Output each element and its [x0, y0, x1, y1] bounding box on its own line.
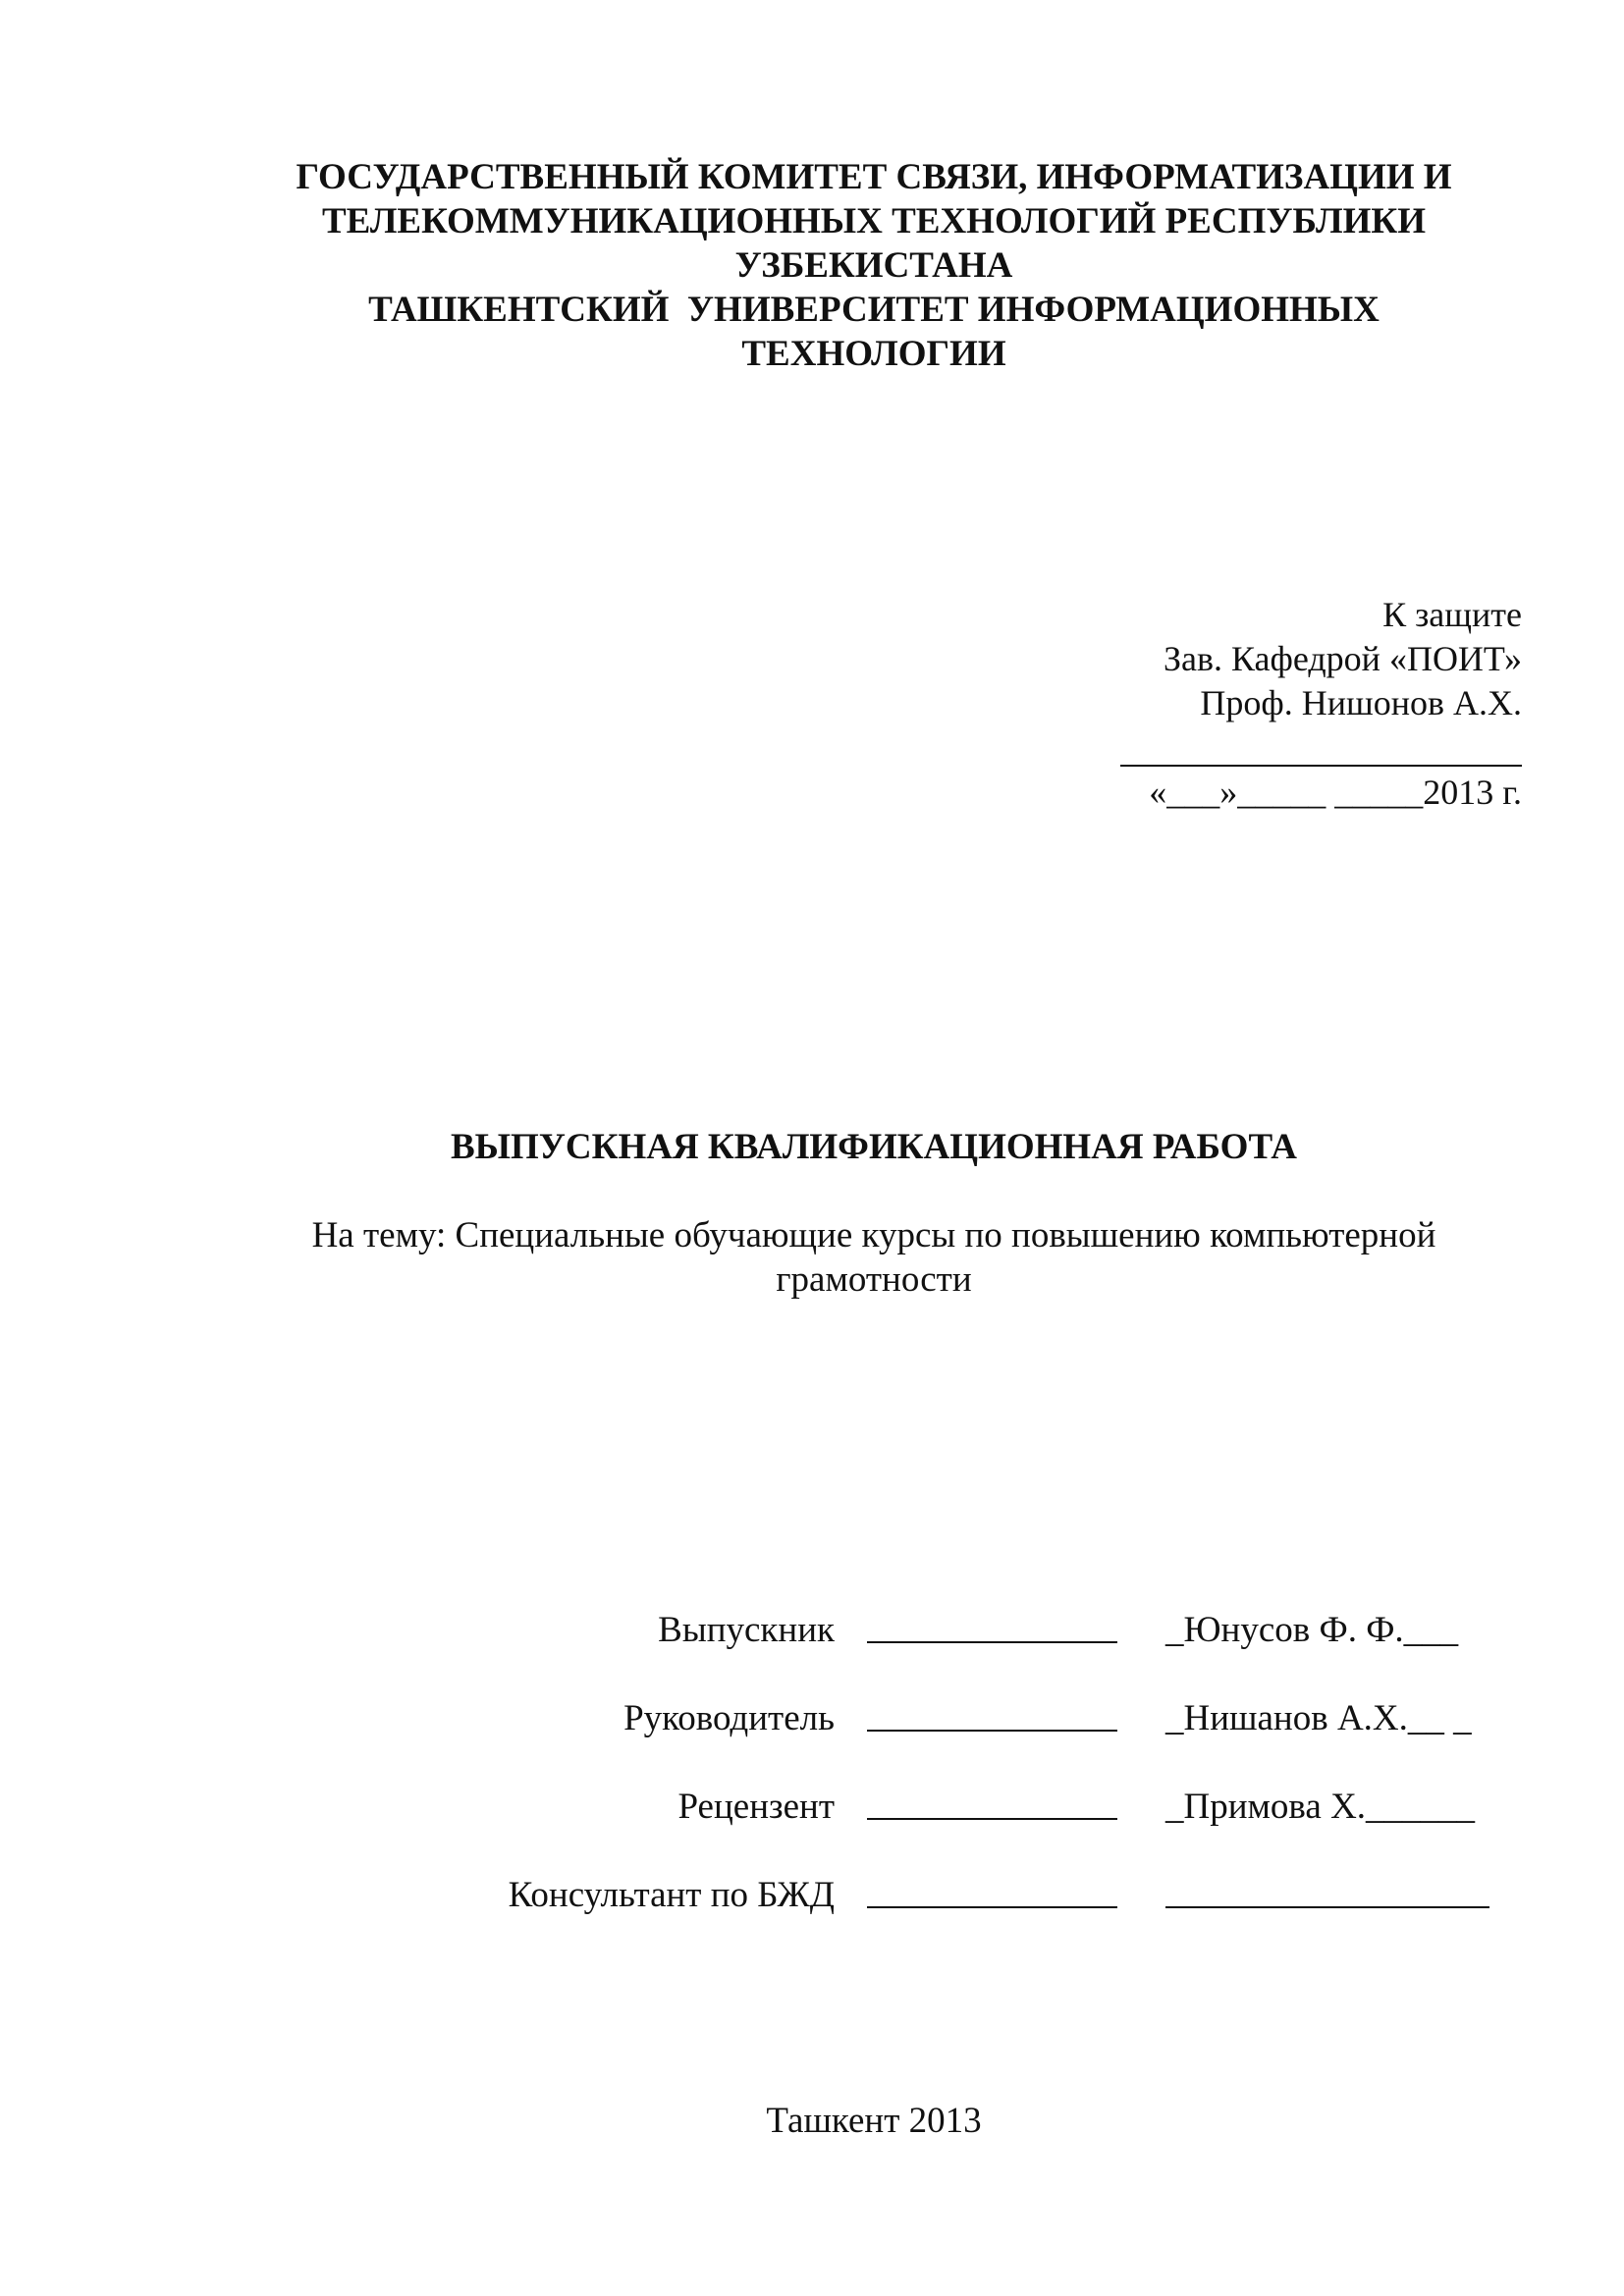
- topic-line: На тему: Специальные обучающие курсы по повышению компьютерной: [311, 1215, 1436, 1255]
- approval-professor: Проф. Нишонов А.Х.: [1200, 683, 1522, 722]
- signature-blank-line: [867, 1906, 1117, 1908]
- signature-role: Консультант по БЖД: [508, 1875, 835, 1915]
- signature-name-text: _Примова Х.______: [1165, 1787, 1476, 1827]
- approval-for-defense: К защите: [1382, 595, 1522, 634]
- document-type-title: ВЫПУСКНАЯ КВАЛИФИКАЦИОННАЯ РАБОТА: [450, 1127, 1298, 1167]
- signature-name-text: _Нишанов А.Х.__ _: [1165, 1698, 1472, 1738]
- signature-role: Рецензент: [677, 1787, 835, 1827]
- topic-line: грамотности: [776, 1259, 972, 1300]
- signature-name: [1165, 1871, 1489, 1920]
- signature-blank-line: [867, 1730, 1117, 1732]
- header-line: УЗБЕКИСТАНА: [734, 245, 1013, 286]
- header-line: ТЕЛЕКОММУНИКАЦИОННЫХ ТЕХНОЛОГИЙ РЕСПУБЛИКИ: [321, 201, 1427, 241]
- institution-header: [196, 155, 1551, 376]
- signature-blank-line: [867, 1818, 1117, 1820]
- signature-role: Выпускник: [658, 1610, 835, 1650]
- signature-row-supervisor: [0, 1694, 1624, 1743]
- signature-row-reviewer: [0, 1783, 1624, 1832]
- signature-role: Руководитель: [623, 1698, 835, 1738]
- signature-name: [1165, 1606, 1489, 1655]
- approval-block: [1070, 593, 1522, 815]
- city-year: Ташкент 2013: [766, 2101, 982, 2141]
- signature-name: [1165, 1783, 1489, 1832]
- signature-blank-line: [867, 1641, 1117, 1643]
- approval-signature-line: [1120, 731, 1522, 767]
- header-line: ТЕХНОЛОГИИ: [741, 334, 1006, 374]
- signature-name-line: [1165, 1906, 1489, 1908]
- signature-name-text: _Юнусов Ф. Ф.___: [1165, 1610, 1459, 1650]
- signature-row-graduate: [0, 1606, 1624, 1655]
- approval-head-of-department: Зав. Кафедрой «ПОИТ»: [1164, 639, 1522, 678]
- header-line: ТАШКЕНТСКИЙ УНИВЕРСИТЕТ ИНФОРМАЦИОННЫХ: [368, 290, 1380, 330]
- header-line: ГОСУДАРСТВЕННЫЙ КОМИТЕТ СВЯЗИ, ИНФОРМАТИЗАЦИИ И: [296, 157, 1452, 197]
- signature-row-safety-consultant: [0, 1871, 1624, 1920]
- signature-name: [1165, 1694, 1489, 1743]
- approval-date: «___»_____ _____2013 г.: [1149, 773, 1522, 812]
- document-topic: [245, 1213, 1502, 1302]
